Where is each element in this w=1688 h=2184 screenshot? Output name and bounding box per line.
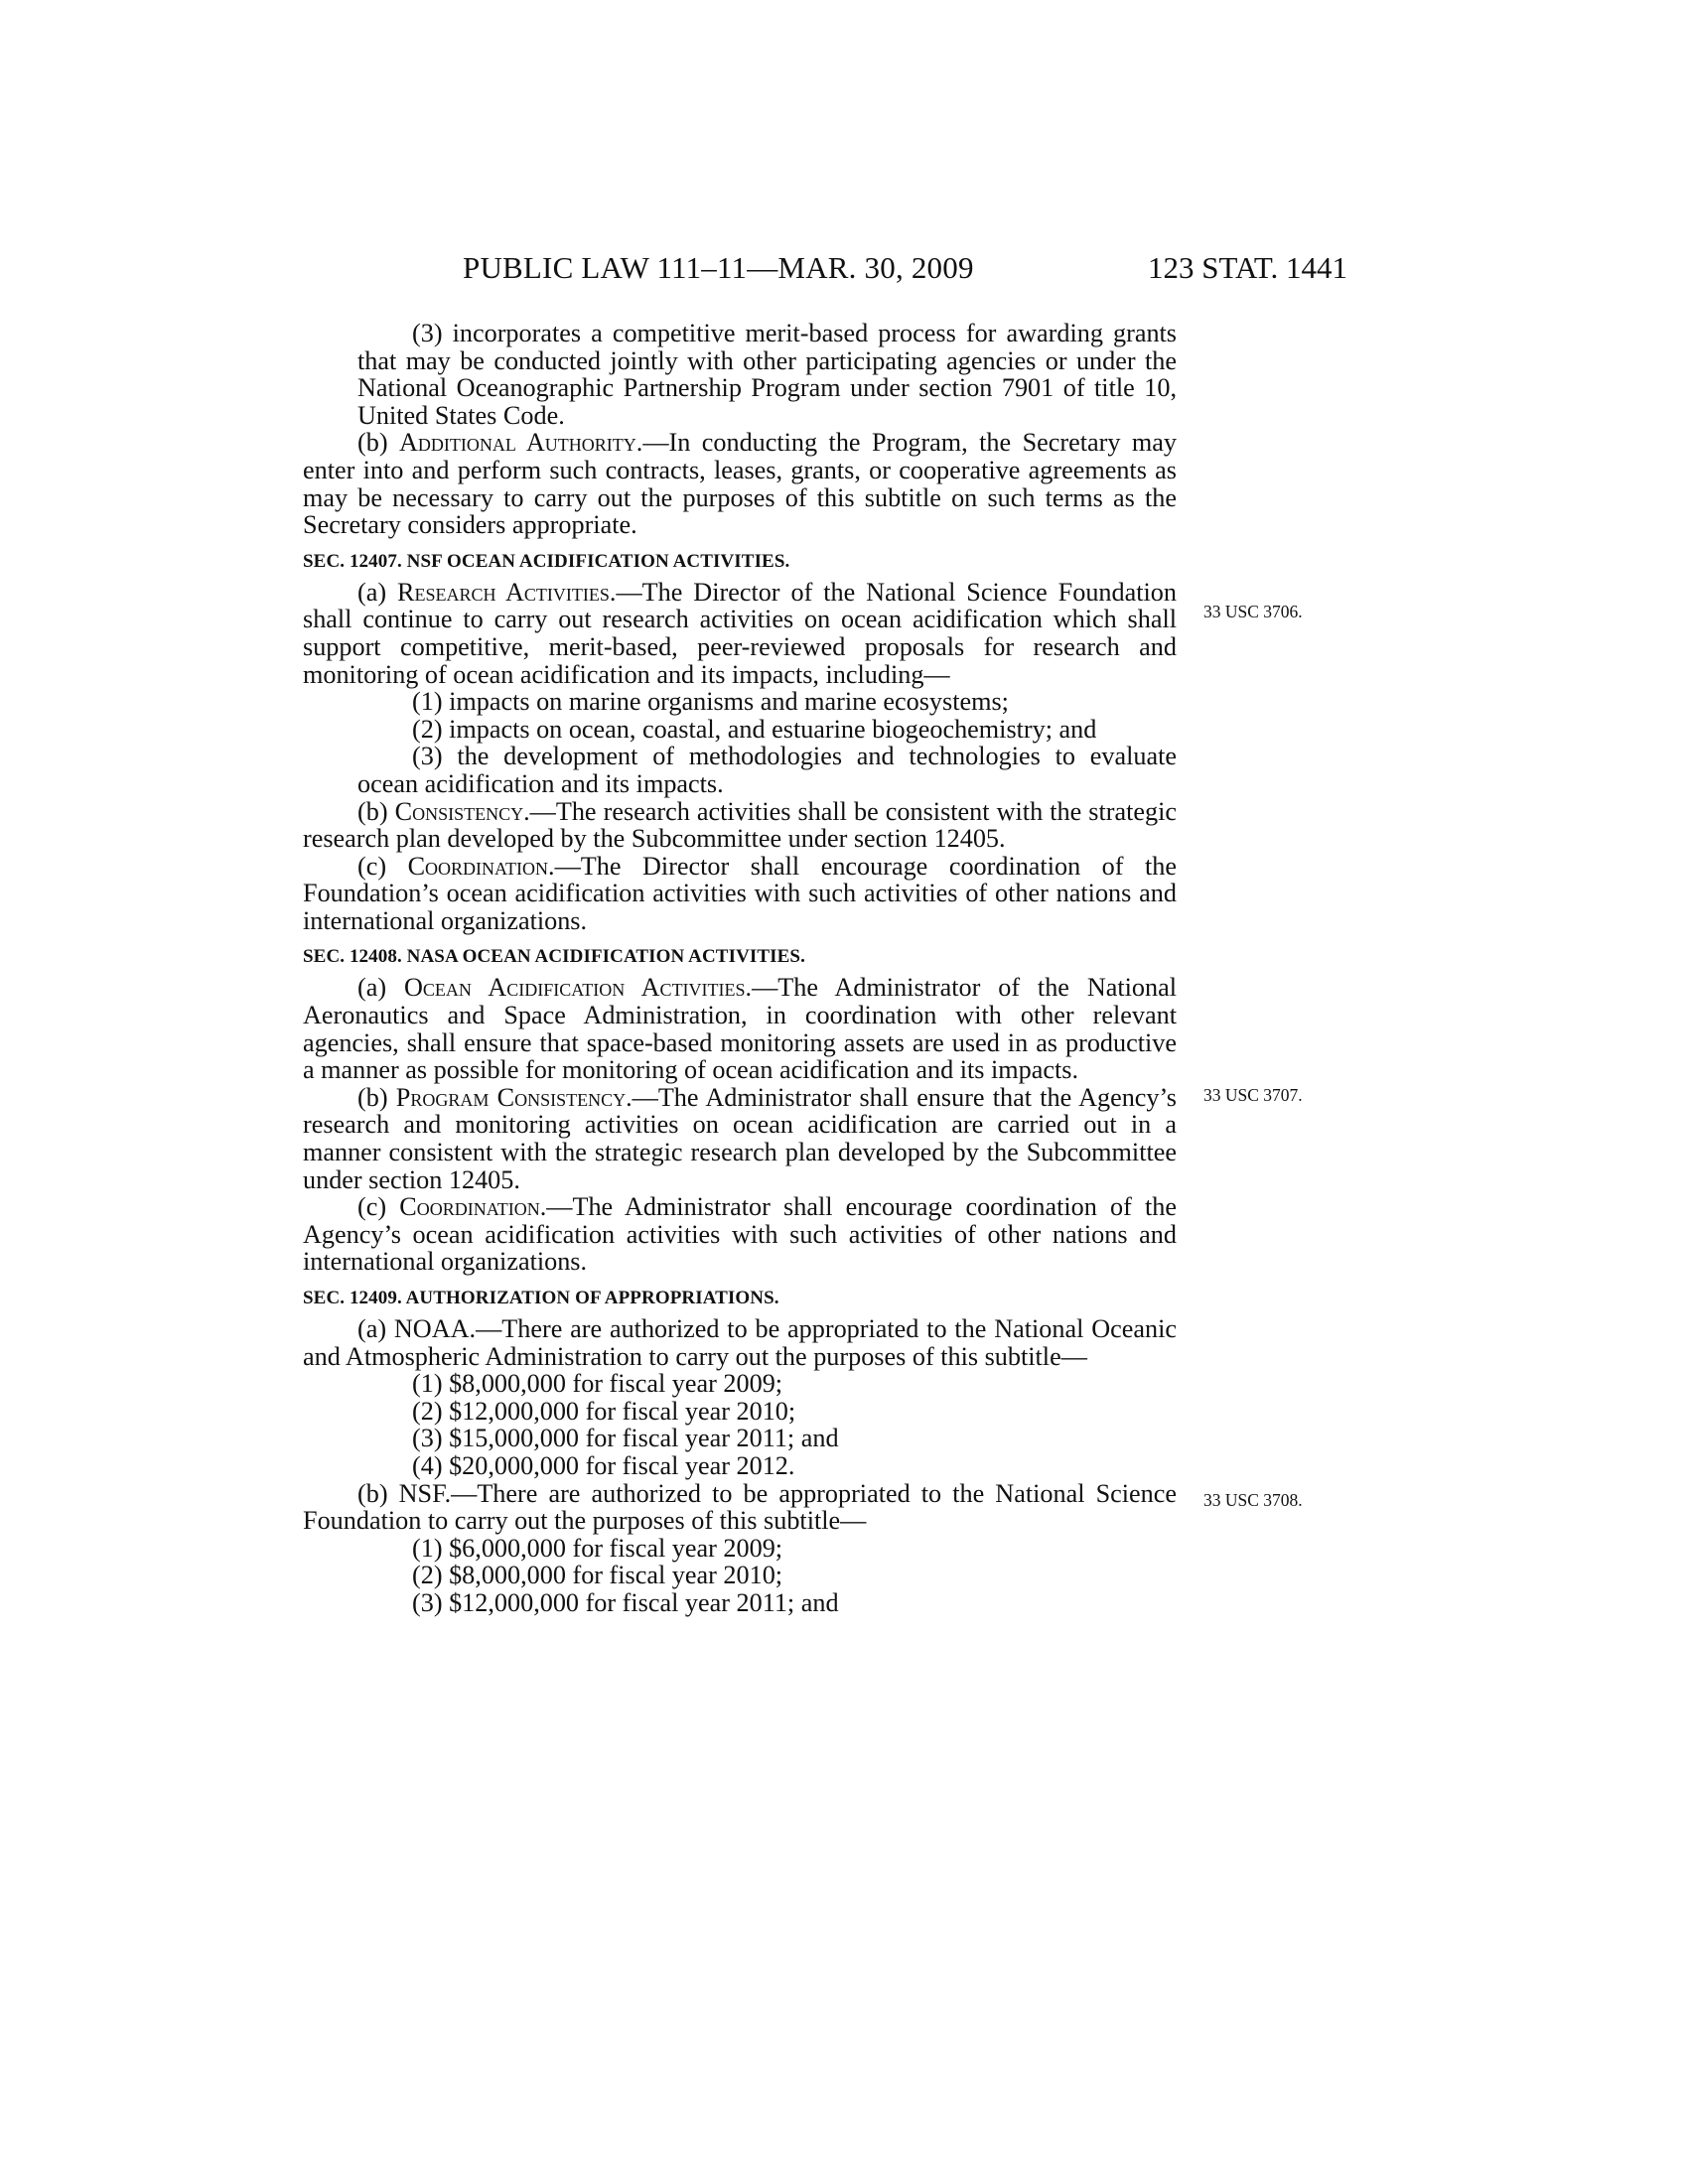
paragraph-12407-a3: (3) the development of methodologies and technologies to evaluate ocean acidification and its impacts. bbox=[357, 742, 1177, 798]
margin-note-3708: 33 USC 3708. bbox=[1203, 1490, 1303, 1510]
paragraph-heading: NSF bbox=[398, 1478, 445, 1508]
paragraph-text: .—There are authorized to be appropriated to the National Science Foundation to carry out the purposes of this subtitle— bbox=[303, 1478, 1177, 1536]
list-item-nsf-2011: (3) $12,000,000 for fiscal year 2011; and bbox=[412, 1587, 839, 1617]
paragraph-label: (c) bbox=[357, 1192, 400, 1222]
paragraph-label: (a) bbox=[357, 973, 404, 1003]
paragraph-12408-a bbox=[303, 974, 1177, 1083]
paragraph-heading: Coordination bbox=[399, 1192, 540, 1222]
paragraph-12408-c bbox=[303, 1193, 1177, 1276]
section-heading-12409: SEC. 12409. AUTHORIZATION OF APPROPRIATIONS. bbox=[303, 1288, 779, 1308]
list-item-noaa-2012: (4) $20,000,000 for fiscal year 2012. bbox=[412, 1450, 795, 1480]
paragraph-text: .—The Administrator shall ensure that the Agency’s research and monitoring activities on ocean acidification are carried out in a manner consistent with the strategic research plan developed by the Subcommittee under section 12405. bbox=[303, 1082, 1177, 1194]
paragraph-text: .—The Administrator of the National Aeronautics and Space Administration, in coordination with other relevant agencies, shall ensure that space-based monitoring assets are used in as productive a manner as possible for monitoring of ocean acidification and its impacts. bbox=[303, 973, 1177, 1085]
paragraph-12409-a bbox=[303, 1315, 1177, 1370]
paragraph-heading: Research Activities bbox=[397, 577, 610, 607]
paragraph-label: (b) bbox=[357, 428, 399, 458]
paragraph-a3: (3) incorporates a competitive merit-based process for awarding grants that may be conducted jointly with other participating agencies or under the National Oceanographic Partnership Program under section 7901 of title 10, United States Code. bbox=[357, 319, 1177, 430]
paragraph-label: (b) bbox=[357, 1082, 396, 1112]
paragraph-heading: Coordination bbox=[407, 851, 549, 881]
paragraph-text: .—There are authorized to be appropriated to the National Oceanic and Atmospheric Administration to carry out the purposes of this subtitle— bbox=[303, 1314, 1177, 1371]
paragraph-heading: Program Consistency bbox=[395, 1082, 627, 1112]
paragraph-12409-b bbox=[303, 1480, 1177, 1535]
document-body bbox=[303, 320, 1177, 1617]
list-item-noaa-2011: (3) $15,000,000 for fiscal year 2011; and bbox=[412, 1424, 839, 1453]
paragraph-heading: NOAA bbox=[393, 1314, 470, 1343]
paragraph-label: (a) bbox=[357, 1314, 394, 1343]
paragraph-text: .—The research activities shall be consistent with the strategic research plan developed by the Subcommittee under section 12405. bbox=[303, 796, 1177, 854]
paragraph-12407-b bbox=[303, 798, 1177, 853]
paragraph-heading: Additional Authority bbox=[398, 428, 636, 458]
paragraph-12408-b bbox=[303, 1084, 1177, 1193]
paragraph-label: (c) bbox=[357, 851, 408, 881]
list-item-nsf-2009: (1) $6,000,000 for fiscal year 2009; bbox=[412, 1533, 783, 1563]
margin-note-3707: 33 USC 3707. bbox=[1203, 1085, 1303, 1105]
paragraph-label: (b) bbox=[357, 796, 395, 826]
paragraph-text: .—The Director of the National Science Foundation shall continue to carry out research activities on ocean acidification which shall support competitive, merit-based, peer-reviewed proposals for research and monitoring of ocean acidification and its impacts, including— bbox=[303, 577, 1177, 689]
list-item-nsf-2010: (2) $8,000,000 for fiscal year 2010; bbox=[412, 1561, 783, 1590]
paragraph-label: (b) bbox=[357, 1478, 399, 1508]
page-header-title: PUBLIC LAW 111–11—MAR. 30, 2009 bbox=[463, 250, 974, 285]
paragraph-12407-a bbox=[303, 579, 1177, 688]
paragraph-12407-a1: (1) impacts on marine organisms and marine ecosystems; bbox=[412, 687, 1009, 717]
page-header-stat: 123 STAT. 1441 bbox=[1148, 250, 1348, 285]
paragraph-label: (a) bbox=[357, 577, 398, 607]
section-heading-12408: SEC. 12408. NASA OCEAN ACIDIFICATION ACTIVITIES. bbox=[303, 946, 805, 968]
paragraph-text: .—The Director shall encourage coordination of the Foundation’s ocean acidification activities with such activities of other nations and international organizations. bbox=[303, 851, 1177, 935]
paragraph-heading: Ocean Acidification Activities bbox=[403, 973, 746, 1003]
paragraph-12407-a2: (2) impacts on ocean, coastal, and estuarine biogeochemistry; and bbox=[412, 714, 1097, 744]
paragraph-text: .—In conducting the Program, the Secretary may enter into and perform such contracts, leases, grants, or cooperative agreements as may be necessary to carry out the purposes of this subtitle on such terms as the Secretary considers appropriate. bbox=[303, 428, 1177, 540]
paragraph-heading: Consistency bbox=[394, 796, 524, 826]
paragraph-text: .—The Administrator shall encourage coordination of the Agency’s ocean acidification activities with such activities of other nations and international organizations. bbox=[303, 1192, 1177, 1277]
list-item-noaa-2010: (2) $12,000,000 for fiscal year 2010; bbox=[412, 1396, 796, 1426]
list-item-noaa-2009: (1) $8,000,000 for fiscal year 2009; bbox=[412, 1369, 783, 1399]
section-heading-12407: SEC. 12407. NSF OCEAN ACIDIFICATION ACTIVITIES. bbox=[303, 550, 790, 572]
margin-note-3706: 33 USC 3706. bbox=[1203, 602, 1303, 621]
paragraph-b-additional-authority bbox=[303, 429, 1177, 538]
paragraph-12407-c bbox=[303, 853, 1177, 935]
